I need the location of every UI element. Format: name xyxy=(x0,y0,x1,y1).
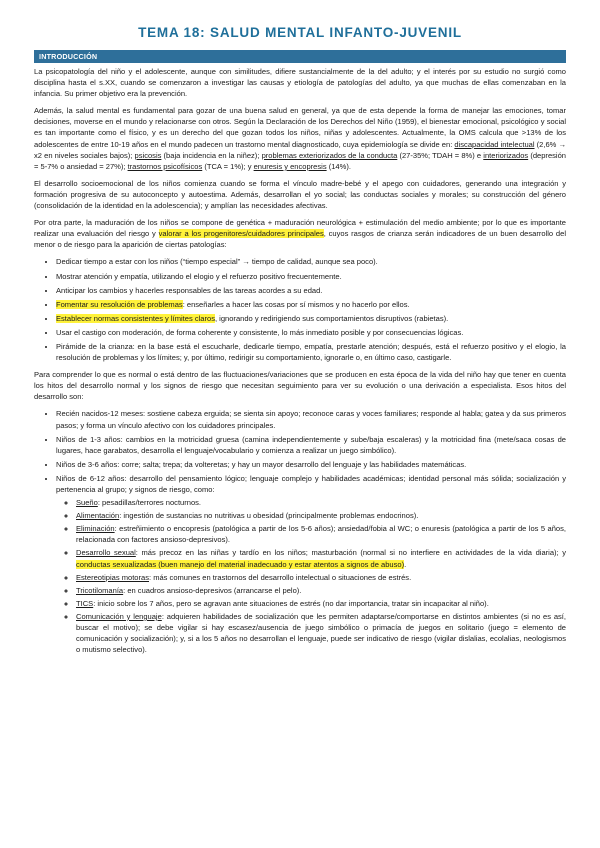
milestones-list xyxy=(34,408,566,655)
text: , cuyos rasgos de crianza serán indicadores de un buen desarrollo del menor o de riesgo para la aparición de ciertas patologías: xyxy=(34,229,566,250)
list-item xyxy=(56,299,566,310)
term: Desarrollo sexual xyxy=(76,548,136,558)
text: : en cuadros ansioso-depresivos (arrancarse el pelo). xyxy=(123,585,302,595)
text: , ignorando y redirigiendo sus comportamientos disruptivos (rabietas). xyxy=(214,313,449,323)
list-item: • Niños de 3-6 años: corre; salta; trepa; da volteretas; y hay un mayor desarrollo del lenguaje y las habilidades matemáticas. xyxy=(56,459,566,470)
paragraph-3: El desarrollo socioemocional de los niños comienza cuando se forma el vínculo madre-bebé y el apego con cuidadores, generando una integración y formación progresiva de su autoconcepto y autoestima. Además, desarrollan el yo social; las conductas sociales y morales; su construcción del género (consolidación de la identidad en la adolescencia); y amplían las necesidades afectivas. xyxy=(34,178,566,211)
paragraph-4 xyxy=(34,217,566,250)
text: : inicio sobre los 7 años, pero se agravan ante situaciones de estrés (no dar importancia, tratar sin incapacitar al niño). xyxy=(93,598,489,608)
parenting-list xyxy=(34,256,566,363)
paragraph-1: La psicopatología del niño y el adolescente, aunque con similitudes, difiere sustancialmente de la del adulto; y el interés por su estudio no surgió como disciplina hasta el s.XX, cuando se comenzaron a investigar las causas y etiología de patologías del adulto, ya que muchas de ellas comenzaban en la infancia. Su primer objetivo era la prevención. xyxy=(34,67,566,99)
term-interiorizados: interiorizados xyxy=(483,150,529,160)
list-item: • Recién nacidos-12 meses: sostiene cabeza erguida; se sienta sin apoyo; reconoce caras y voces familiares; responde al habla; gatea y da sus primeros pasos; y forma un vínculo afectivo con los cuidadores principales. xyxy=(56,408,566,430)
text: : adquieren habilidades de socialización que les permiten adaptarse/comportarse en distintos ambientes (si no es así, buscar el motivo); se debe vigilar si hay escasez/ausencia de juego simbólico o primacía de juegos en solitario (juego = elemento de comunicación y socialización); y, si a los 5 años no desarrollan el lenguaje, puede ser indicativo de riesgo (vigilar dislalias, ecolalias, neologismos o mutismo selectivo). xyxy=(76,611,566,655)
text: : más precoz en las niñas y tardío en los niños; masturbación (normal si no interfiere en actividades de la vida diaria); y xyxy=(135,548,567,558)
highlight: valorar a los progenitores/cuidadores principales xyxy=(158,229,324,239)
list-item xyxy=(56,341,566,363)
list-item xyxy=(76,510,566,521)
list-item xyxy=(76,523,566,545)
list-item xyxy=(76,585,566,596)
paragraph-5: Para comprender lo que es normal o está dentro de las fluctuaciones/variaciones que se producen en esta época de la vida del niño hay que tener en cuenta los hitos del desarrollo normal y los signos de riesgo que necesitan seguimiento para ver su evolución o una derivación a especialista. Esos hitos del desarrollo son: xyxy=(34,370,566,402)
term-discapacidad: discapacidad intelectual xyxy=(454,139,535,149)
list-item xyxy=(76,611,566,655)
term: Sueño xyxy=(76,498,98,508)
highlight: Establecer normas consistentes y límites claros xyxy=(56,313,215,323)
text: : ingestión de sustancias no nutritivas u obesidad (principalmente problemas endocrinos). xyxy=(119,511,419,521)
list-item xyxy=(56,313,566,324)
text: Pirámide de la crianza: en la base está el escucharle, dedicarle tiempo, empatía, prestarle atención; después, está el refuerzo positivo y el elogio, la resolución de problemas y los límites; y, por último, redirigir su comportamiento, ignorarle o, en último caso, castigarle. xyxy=(56,341,566,363)
text: : enseñarles a hacer las cosas por sí mismos y no hacerlo por ellos. xyxy=(182,299,410,309)
paragraph-2 xyxy=(34,105,566,172)
highlight: Fomentar su resolución de problemas xyxy=(56,299,183,309)
list-item xyxy=(76,547,566,569)
list-item xyxy=(76,598,566,609)
text: (27-35%; TDAH = 8%) e xyxy=(397,150,484,160)
text: Niños de 6-12 años: desarrollo del pensamiento lógico; lenguaje complejo y habilidades académicas; identidad personal más sólida; socialización y pertenencia al grupo; y signos de riesgo, como: xyxy=(56,473,566,494)
list-item xyxy=(76,497,566,508)
text: Por otra parte, la maduración de los niños se compone de genética + maduración neurológica + estimulación del medio ambiente; por lo que es importante realizar una evaluación del riesgo y xyxy=(34,218,566,239)
text: (2,6% → x2 en niveles sociales bajos); xyxy=(34,139,567,160)
text: Anticipar los cambios y hacerles responsables de las tareas acordes a su edad. xyxy=(56,285,323,295)
text: (depresión = 5-7% o ansiedad = 27%); xyxy=(34,150,566,171)
term: Estereotipias motoras xyxy=(76,572,149,582)
text: (baja incidencia en la niñez); xyxy=(161,150,262,160)
page-title: TEMA 18: SALUD MENTAL INFANTO-JUVENIL xyxy=(138,25,462,40)
list-item xyxy=(56,327,566,338)
text: : más comunes en trastornos del desarrollo intelectual o situaciones de estrés. xyxy=(149,572,412,582)
section-header-introduccion: INTRODUCCIÓN xyxy=(34,50,566,63)
list-item xyxy=(56,285,566,296)
text: Usar el castigo con moderación, de forma coherente y consistente, lo más inmediato posible y por consecuencias lógicas. xyxy=(56,327,464,337)
text: Mostrar atención y empatía, utilizando el elogio y el refuerzo positivo frecuentemente. xyxy=(56,271,342,281)
text: : estreñimiento o encopresis (patológica a partir de los 5-6 años); ansiedad/fobia al WC; o enuresis (patológica a partir de los 5 años, relacionada con factores ansioso-depresivos). xyxy=(76,524,566,545)
term-exteriorizados: problemas exteriorizados de la conducta xyxy=(261,150,398,160)
term-enuresis: enuresis y encopresis xyxy=(253,161,327,171)
list-item xyxy=(56,473,566,655)
text: Dedicar tiempo a estar con los niños (“tiempo especial” → tiempo de calidad, aunque sea poco). xyxy=(56,257,378,267)
list-item: • Niños de 1-3 años: cambios en la motricidad gruesa (camina independientemente y sube/baja escaleras) y la motricidad fina (mete/saca cosas de lugares, hace garabatos, desarrolla el lenguaje/vocabulario y comienza a realizar un juego simbólico). xyxy=(56,434,566,456)
term: Comunicación y lenguaje xyxy=(76,611,162,621)
risk-signs-list xyxy=(56,497,566,655)
highlight: conductas sexualizadas (buen manejo del material inadecuado y estar atentos a signos de abuso) xyxy=(76,559,405,569)
text: Además, la salud mental es fundamental para gozar de una buena salud en general, ya que de esta depende la forma de manejar las emociones, tomar decisiones, moverse en el mundo y relacionarse con otros. Según la Declaración de los Derechos del Niño (1959), el bienestar emocional, psicológico y social es tan importante como el físico, y es un derecho del que gozan todos los niños, niñas y adolescentes. Actualmente, la OMS calcula que >13% de los adolescentes de entre 10-19 años en el mundo padecen un trastorno mental diagnosticado, cuya epidemiología se divide en: xyxy=(34,106,566,149)
list-item xyxy=(56,256,566,267)
term-psicosis: psicosis xyxy=(134,150,162,160)
term-psicofisicos: trastornos psicofísicos xyxy=(127,161,203,171)
text: : pesadillas/terrores nocturnos. xyxy=(97,498,202,508)
text: (TCA = 1%); y xyxy=(202,161,254,171)
list-item xyxy=(56,271,566,282)
term: Alimentación xyxy=(76,511,120,521)
term: Eliminación xyxy=(76,524,115,534)
term: Tricotilomanía xyxy=(76,585,124,595)
list-item xyxy=(76,572,566,583)
text: (14%). xyxy=(326,161,351,171)
term: TICS xyxy=(76,598,94,608)
text: . xyxy=(404,559,407,569)
